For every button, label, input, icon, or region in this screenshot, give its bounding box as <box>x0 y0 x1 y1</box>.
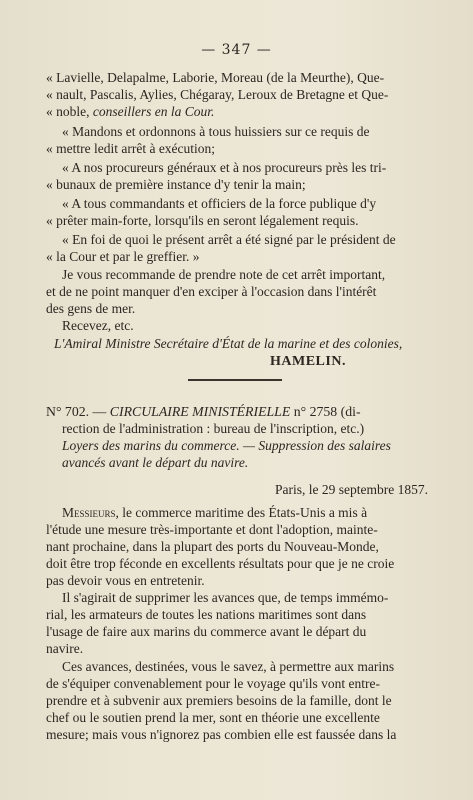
date-line: Paris, le 29 septembre 1857. <box>275 482 428 497</box>
text-line: Recevez, etc. <box>62 318 134 333</box>
text-line: « A nos procureurs généraux et à nos procureurs près les tri- <box>62 160 387 175</box>
text-line <box>62 455 428 471</box>
text-line: « prêter main-forte, lorsqu'ils en seront légalement requis. <box>46 213 359 228</box>
text-line <box>62 505 428 521</box>
text-line: Ces avances, destinées, vous le savez, à permettre aux marins <box>62 659 395 674</box>
text-line: l'étude une mesure très-importante et dont l'adoption, mainte- <box>46 522 378 537</box>
circular-title: CIRCULAIRE MINISTÉRIELLE <box>109 404 291 419</box>
text-line: navire. <box>46 641 84 656</box>
signature-title <box>54 336 428 352</box>
text-line: de s'équiper convenablement pour le voyage qu'ils vont entre- <box>46 676 381 691</box>
italic-span: Loyers des marins du commerce. — Suppression des salaires <box>62 438 391 453</box>
salutation: Messieurs <box>62 505 116 520</box>
text-line: nant prochaine, dans la plupart des ports du Nouveau-Monde, <box>46 539 379 554</box>
text-line: « Mandons et ordonnons à tous huissiers sur ce requis de <box>62 124 370 139</box>
text-line: l'usage de faire aux marins du commerce avant le départ du <box>46 624 367 639</box>
text-line: chef ou le soutien prend la mer, sont en théorie une excellente <box>46 710 380 725</box>
text-line: « bunaux de première instance d'y tenir la main; <box>46 177 306 192</box>
text-line <box>46 104 428 120</box>
page-number: — 347 — <box>201 42 272 58</box>
text-line: « mettre ledit arrêt à exécution; <box>46 141 216 156</box>
text-line: Je vous recommande de prendre note de cet arrêt important, <box>62 267 386 282</box>
italic-span: L'Amiral Ministre Secrétaire d'État de la marine et des colonies, <box>54 336 403 351</box>
text-line: « En foi de quoi le présent arrêt a été signé par le président de <box>62 232 396 247</box>
text-span: « noble, <box>46 104 93 119</box>
text-line: et de ne point manquer d'en exciper à l'occasion dans l'intérêt <box>46 284 377 299</box>
italic-span: conseillers en la Cour. <box>92 104 215 119</box>
text-line: doit être trop féconde en excellents résultats pour que je ne croie <box>46 556 395 571</box>
circular-heading <box>46 404 428 420</box>
text-line: « nault, Pascalis, Aylies, Chégaray, Leroux de Bretagne et Que- <box>46 87 389 102</box>
circular-ref: n° 2758 (di- <box>290 404 361 419</box>
text-line: « A tous commandants et officiers de la force publique d'y <box>62 196 377 211</box>
text-line: « la Cour et par le greffier. » <box>46 249 200 264</box>
signature-name: HAMELIN. <box>270 354 346 369</box>
text-line: mesure; mais vous n'ignorez pas combien elle est faussée dans la <box>46 727 397 742</box>
text-span: , le commerce maritime des États-Unis a mis à <box>115 505 368 520</box>
text-line: rial, les armateurs de toutes les nations maritimes sont dans <box>46 607 367 622</box>
section-divider <box>188 379 282 381</box>
italic-span: avancés avant le départ du navire. <box>62 455 249 470</box>
text-line: pas devoir vous en entretenir. <box>46 573 205 588</box>
text-line: rection de l'administration : bureau de l'inscription, etc.) <box>62 421 365 436</box>
text-line: « Lavielle, Delapalme, Laborie, Moreau (de la Meurthe), Que- <box>46 70 385 85</box>
text-line: Il s'agirait de supprimer les avances que, de temps immémo- <box>62 590 389 605</box>
circular-number: N° 702. — <box>46 404 110 419</box>
text-line <box>62 438 428 454</box>
text-line: des gens de mer. <box>46 301 136 316</box>
text-line: prendre et à subvenir aux premiers besoins de la famille, dont le <box>46 693 392 708</box>
